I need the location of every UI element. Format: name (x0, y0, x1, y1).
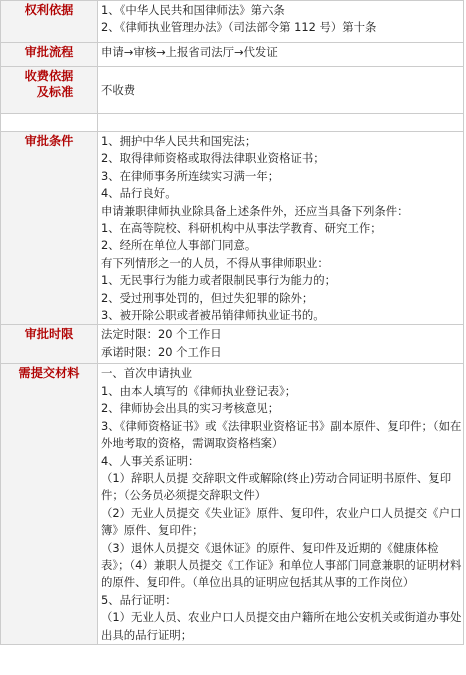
spacer-cell (98, 114, 464, 132)
material-line: 3、《律师资格证书》或《法律职业资格证书》副本原件、复印件；（如在外地考取的资格，需调取资格档案） (101, 418, 462, 451)
fee-label (1, 67, 98, 114)
material-line: 4、人事关系证明： (101, 453, 200, 468)
material-line: （1）辞职人员提 交辞职文件或解除(终止)劳动合同证明书原件、复印件；（公务员必须提交辞职文件） (101, 470, 452, 503)
condition-line: 2、经所在单位人事部门同意。 (101, 238, 257, 253)
condition-line: 1、拥护中华人民共和国宪法； (101, 134, 257, 148)
material-line: （1）无业人员、农业户口人员提交由户籍所在地公安机关或街道办事处出具的品行证明； (101, 610, 462, 642)
time-limit-line: 承诺时限：20 个工作日 (101, 344, 222, 359)
material-line: （3）退休人员提交《退休证》的原件、复印件及近期的《健康体检表》；（4）兼职人员提交《工作证》和单位人事部门同意兼职的证明材料的原件、复印件。（单位出具的证明应包括其从事的工作岗位） (101, 540, 462, 590)
time-limit-content (98, 325, 464, 364)
spacer-cell (1, 114, 98, 132)
legal-basis-line: 2、《律师执业管理办法》（司法部令第 112 号）第十条 (101, 20, 377, 35)
time-limit-row (1, 325, 464, 364)
fee-row (1, 67, 464, 114)
material-line: 一、首次申请执业 (101, 366, 193, 381)
legal-basis-row (1, 1, 464, 43)
fee-text: 不收费 (101, 82, 136, 97)
condition-line: 1、无民事行为能力或者限制民事行为能力的； (101, 273, 337, 288)
conditions-label: 审批条件 (1, 132, 98, 325)
conditions-content (98, 132, 464, 325)
legal-basis-label: 权利依据 (1, 1, 98, 43)
condition-line: 1、在高等院校、科研机构中从事法学教育、研究工作； (101, 221, 382, 236)
material-line: 1、由本人填写的《律师执业登记表》； (101, 383, 297, 398)
condition-line: 2、取得律师资格或取得法律职业资格证书； (101, 151, 325, 166)
condition-line: 4、品行良好。 (101, 186, 177, 201)
material-line: 5、品行证明： (101, 592, 177, 607)
process-content: 申请→审核→上报省司法厅→代发证 (98, 43, 464, 67)
material-line: 2、律师协会出具的实习考核意见； (101, 401, 280, 416)
materials-label: 需提交材料 (1, 364, 98, 645)
condition-line: 2、受过刑事处罚的，但过失犯罪的除外； (101, 290, 314, 305)
legal-basis-line: 1、《中华人民共和国律师法》第六条 (101, 3, 285, 17)
legal-basis-content (98, 1, 464, 43)
time-limit-label: 审批时限 (1, 325, 98, 364)
fee-label-line: 收费依据 (24, 69, 74, 83)
condition-line: 3、被开除公职或者被吊销律师执业证书的。 (101, 308, 325, 323)
materials-content (98, 364, 464, 645)
condition-line: 申请兼职律师执业除具备上述条件外，还应当具备下列条件： (101, 203, 409, 218)
spacer-row (1, 114, 464, 132)
conditions-row (1, 132, 464, 325)
condition-line: 有下列情形之一的人员，不得从事律师职业： (101, 255, 329, 270)
materials-row (1, 364, 464, 645)
material-line: （2）无业人员提交《失业证》原件、复印件，农业户口人员提交《户口簿》原件、复印件； (101, 505, 462, 538)
fee-content (98, 67, 464, 114)
fee-label-line: 及标准 (36, 85, 74, 99)
time-limit-line: 法定时限：20 个工作日 (101, 327, 222, 342)
condition-line: 3、在律师事务所连续实习满一年； (101, 168, 280, 183)
process-label: 审批流程 (1, 43, 98, 67)
process-row (1, 43, 464, 67)
